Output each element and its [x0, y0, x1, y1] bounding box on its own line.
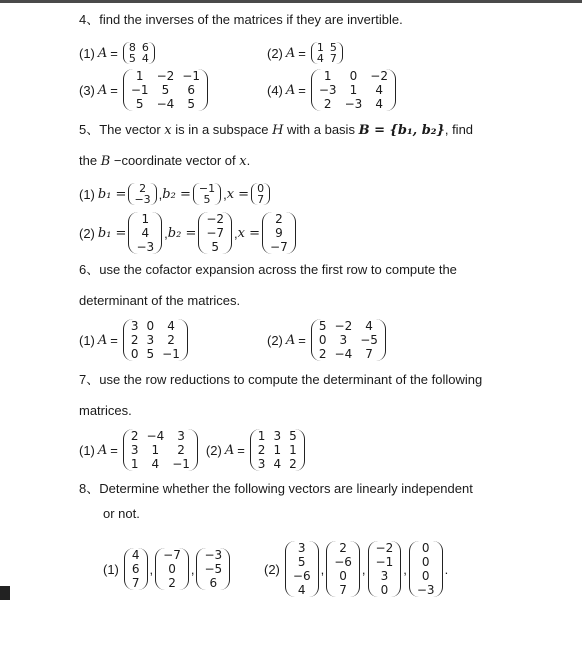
- vector-entry: 4: [297, 583, 306, 597]
- matrix-var: A: [97, 442, 108, 458]
- matrix-cell: 0: [349, 69, 358, 83]
- q8-part1: (1) 4 6 7 , −7 0 2 , −3 −5 6: [103, 544, 232, 594]
- part-label: (2): [205, 442, 222, 458]
- matrix-cell: −2: [370, 69, 388, 83]
- vector-entry: 0: [421, 555, 430, 569]
- vector-entry: 0: [257, 182, 265, 195]
- vector: [128, 212, 162, 254]
- matrix-cell: 8: [128, 41, 136, 54]
- matrix-cell: −1: [172, 457, 190, 471]
- matrix-cell: 1: [130, 457, 139, 471]
- top-border: [0, 0, 582, 3]
- matrix-cell: 1: [289, 443, 297, 457]
- math-basis: B = {b₁, b₂}: [358, 123, 445, 138]
- math-h: H: [272, 123, 284, 138]
- q8-heading: 8、Determine whether the following vectors are linearly independent: [79, 481, 473, 496]
- vector-entry: −2: [375, 541, 394, 555]
- q5-heading-line2: [79, 153, 250, 170]
- vector-entry: 0: [421, 569, 430, 583]
- part-label: (1): [79, 442, 95, 458]
- vector-entry: 0: [380, 583, 389, 597]
- part-label: (2): [79, 225, 95, 241]
- vector-entry: 6: [209, 576, 218, 590]
- matrix-var: A: [285, 45, 296, 61]
- matrix-cell: 2: [289, 457, 297, 471]
- matrix-cell: 1: [257, 429, 266, 443]
- vector-entry: 2: [275, 212, 283, 226]
- matrix-var: A: [97, 45, 108, 61]
- matrix: [123, 319, 188, 361]
- vector-entry: −7: [163, 548, 181, 562]
- vector-entry: 2: [339, 541, 347, 555]
- matrix-cell: 2: [257, 443, 266, 457]
- q4-part3: (3) A = 1 −2 −1 −1 5 6 5 −4 5: [79, 67, 210, 113]
- matrix-cell: 3: [146, 333, 155, 347]
- matrix-cell: 2: [167, 333, 175, 347]
- matrix-var: A: [224, 442, 235, 458]
- part-label: (4): [267, 82, 283, 98]
- vector: [262, 212, 296, 254]
- matrix-cell: 1: [135, 69, 144, 83]
- vector-label: x =: [226, 186, 250, 202]
- matrix-cell: 5: [128, 52, 136, 65]
- matrix-cell: 2: [318, 347, 327, 361]
- matrix-cell: −2: [334, 319, 353, 333]
- matrix-cell: −1: [130, 83, 149, 97]
- text: 5、The vector: [79, 122, 165, 137]
- q8-part2: (2) 3 5 −6 4 , 2 −6 0 7 , −2 −1 3 0 , 0 0 0 −3 .: [264, 541, 449, 597]
- vector: [196, 548, 230, 590]
- matrix: [123, 429, 198, 471]
- vector-entry: −6: [334, 555, 352, 569]
- text: .: [246, 153, 251, 168]
- matrix: [123, 69, 208, 111]
- matrix-cell: 6: [187, 83, 195, 97]
- vector-entry: 1: [141, 212, 150, 226]
- matrix-cell: 4: [316, 52, 324, 65]
- vector: [326, 541, 360, 597]
- text: with a basis: [283, 122, 359, 137]
- vector-entry: 7: [257, 193, 265, 206]
- vector-entry: 0: [168, 562, 176, 576]
- matrix-cell: 1: [349, 83, 358, 97]
- matrix: [311, 319, 386, 361]
- matrix-var: A: [285, 332, 296, 348]
- text: the: [79, 153, 101, 168]
- vector-entry: −2: [206, 212, 225, 226]
- part-label: (1): [103, 561, 119, 577]
- page-edge-marker: [0, 586, 10, 600]
- text: , find: [444, 122, 474, 137]
- q5-heading: [79, 122, 473, 139]
- math-x: x: [239, 154, 247, 169]
- part-label: (3): [79, 82, 95, 98]
- part-label: (1): [79, 186, 95, 202]
- vector-entry: −3: [134, 193, 151, 206]
- vector-entry: 4: [141, 226, 150, 240]
- part-label: (2): [264, 561, 280, 577]
- vector-entry: 2: [168, 576, 176, 590]
- matrix-cell: −1: [162, 347, 180, 361]
- vector-entry: 2: [139, 182, 147, 195]
- vector-entry: −6: [292, 569, 311, 583]
- matrix-cell: 4: [375, 97, 383, 111]
- q6-part2: (2) A = 5 −2 4 0 3 −5 2 −4 7: [267, 317, 388, 363]
- vector-entry: 7: [339, 583, 347, 597]
- vector-entry: 7: [131, 576, 140, 590]
- q7-part1: (1) A = 2 −4 3 3 1 2 1 4 −1 (2) A = 1 3 5 2 1 1 3 4 2: [79, 427, 307, 473]
- part-label: (1): [79, 332, 95, 348]
- matrix-cell: 5: [318, 319, 327, 333]
- vector: [409, 541, 443, 597]
- vector-entry: −7: [270, 240, 288, 254]
- matrix-cell: 5: [329, 41, 337, 54]
- matrix-cell: 5: [135, 97, 144, 111]
- q6-part1: (1) A = 3 0 4 2 3 2 0 5 −1: [79, 317, 190, 363]
- vector-label: b₂ =: [162, 186, 191, 202]
- matrix-cell: −5: [360, 333, 378, 347]
- vector-entry: 4: [131, 548, 140, 562]
- vector-label: x =: [237, 225, 261, 241]
- q5-part1: (1) b₁ = 2 −3 , b₂ = −1 5 , x = 0 7: [79, 178, 272, 210]
- vector-entry: 5: [203, 193, 211, 206]
- vector-entry: −3: [136, 240, 155, 254]
- matrix-cell: 3: [130, 443, 139, 457]
- vector-entry: −3: [416, 583, 435, 597]
- matrix-cell: 5: [161, 83, 170, 97]
- matrix-cell: 3: [177, 429, 185, 443]
- math-b: B: [100, 154, 111, 169]
- matrix-cell: −4: [146, 429, 165, 443]
- q6-heading-line2: determinant of the matrices.: [79, 293, 241, 308]
- vector: [128, 183, 156, 205]
- matrix-cell: 4: [151, 457, 160, 471]
- vector-label: b₂ =: [167, 225, 197, 241]
- matrix-cell: 0: [318, 333, 327, 347]
- matrix-cell: 2: [130, 333, 139, 347]
- matrix-cell: −4: [334, 347, 353, 361]
- part-label: (1): [79, 45, 95, 61]
- matrix-cell: −4: [156, 97, 175, 111]
- q4-part4: (4) A = 1 0 −2 −3 1 4 2 −3 4: [267, 67, 398, 113]
- text: is in a subspace: [171, 122, 273, 137]
- matrix-cell: 0: [146, 319, 155, 333]
- matrix-cell: 6: [141, 41, 149, 54]
- q6-heading: 6、use the cofactor expansion across the first row to compute the: [79, 262, 457, 277]
- matrix-cell: 3: [339, 333, 348, 347]
- matrix-cell: 7: [329, 52, 337, 65]
- q4-part2: (2) A = 1 5 4 7: [267, 36, 345, 70]
- matrix: [123, 42, 155, 64]
- vector-entry: 3: [380, 569, 389, 583]
- vector-entry: −5: [204, 562, 223, 576]
- matrix-cell: −3: [318, 83, 337, 97]
- text: −coordinate vector of: [110, 153, 240, 168]
- vector-entry: −1: [375, 555, 394, 569]
- vector: [251, 183, 270, 205]
- q4-heading: 4、find the inverses of the matrices if they are invertible.: [79, 12, 403, 27]
- vector-entry: 5: [211, 240, 220, 254]
- vector-entry: 0: [339, 569, 347, 583]
- matrix-var: A: [97, 82, 108, 98]
- vector: [155, 548, 189, 590]
- matrix-cell: 2: [130, 429, 139, 443]
- matrix: [311, 69, 396, 111]
- q7-heading: 7、use the row reductions to compute the determinant of the following: [79, 372, 483, 387]
- matrix-cell: −3: [344, 97, 363, 111]
- matrix-var: A: [97, 332, 108, 348]
- matrix-cell: −1: [182, 69, 200, 83]
- q7-heading-line2: matrices.: [79, 403, 132, 418]
- matrix-cell: 2: [177, 443, 185, 457]
- matrix-cell: 1: [273, 443, 282, 457]
- q5-part2: (2) b₁ = 1 4 −3 , b₂ = −2 −7 5 , x = 2 9 −7: [79, 209, 298, 257]
- matrix-cell: 2: [323, 97, 332, 111]
- vector-entry: 3: [297, 541, 306, 555]
- matrix-cell: 1: [151, 443, 160, 457]
- matrix: [250, 429, 305, 471]
- matrix-cell: 4: [167, 319, 175, 333]
- vector-entry: 6: [131, 562, 140, 576]
- vector-entry: −1: [198, 182, 216, 195]
- matrix-cell: 5: [187, 97, 195, 111]
- math-x: x: [164, 123, 172, 138]
- matrix-cell: 4: [375, 83, 383, 97]
- matrix-cell: 1: [323, 69, 332, 83]
- matrix-cell: 4: [141, 52, 149, 65]
- vector-entry: 0: [421, 541, 430, 555]
- vector-entry: 9: [275, 226, 283, 240]
- matrix-cell: 5: [146, 347, 155, 361]
- vector: [124, 548, 148, 590]
- part-label: (2): [267, 332, 283, 348]
- vector-entry: 5: [297, 555, 306, 569]
- matrix-cell: −2: [156, 69, 175, 83]
- vector-entry: −3: [204, 548, 223, 562]
- matrix-cell: 0: [130, 347, 139, 361]
- vector-label: b₁ =: [97, 225, 127, 241]
- part-label: (2): [267, 45, 283, 61]
- matrix-cell: 7: [365, 347, 373, 361]
- matrix: [311, 42, 343, 64]
- vector: [285, 541, 319, 597]
- matrix-cell: 3: [273, 429, 282, 443]
- matrix-cell: 4: [273, 457, 282, 471]
- matrix-var: A: [285, 82, 296, 98]
- vector: [198, 212, 232, 254]
- matrix-cell: 5: [289, 429, 297, 443]
- matrix-cell: 3: [130, 319, 139, 333]
- vector-label: b₁ =: [97, 186, 127, 202]
- q4-part1: (1) A = 8 6 5 4: [79, 36, 157, 70]
- matrix-cell: 3: [257, 457, 266, 471]
- q8-heading-line2: or not.: [103, 506, 140, 521]
- matrix-cell: 4: [365, 319, 373, 333]
- vector-entry: −7: [206, 226, 225, 240]
- vector: [193, 183, 221, 205]
- matrix-cell: 1: [316, 41, 324, 54]
- vector: [368, 541, 402, 597]
